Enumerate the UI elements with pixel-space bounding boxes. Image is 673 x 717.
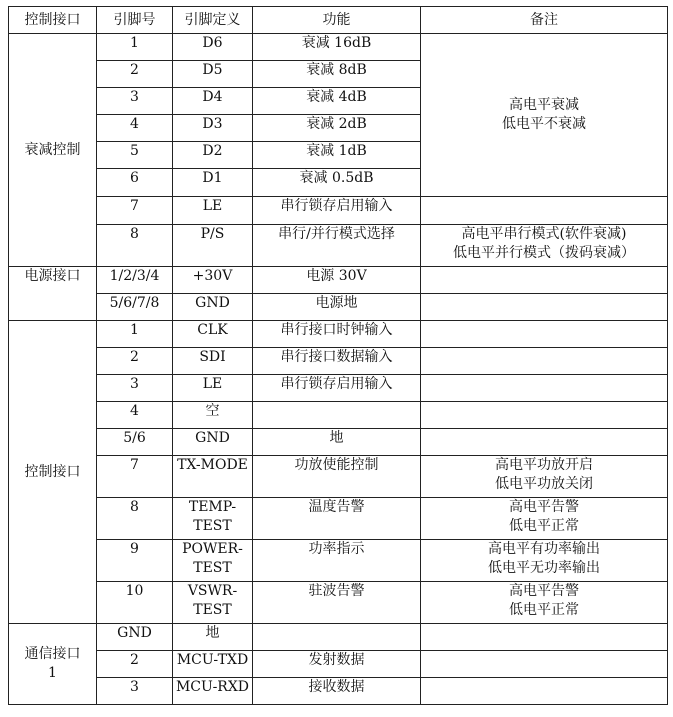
note-line: 低电平正常	[509, 602, 579, 618]
pin-number: 2	[97, 651, 173, 678]
group-comm	[9, 624, 97, 705]
pin-number: 3	[97, 88, 173, 115]
pin-definition	[173, 540, 253, 582]
pin-definition: P/S	[173, 225, 253, 267]
pin-definition: MCU-TXD	[173, 651, 253, 678]
table-row	[9, 402, 668, 429]
pin-definition	[173, 582, 253, 624]
def-line: TEST	[193, 560, 232, 576]
remark-empty	[421, 375, 668, 402]
pin-definition-table	[8, 6, 668, 705]
table-row	[9, 456, 668, 498]
pin-definition: D4	[173, 88, 253, 115]
pin-function	[253, 402, 421, 429]
table-row	[9, 582, 668, 624]
pin-definition: D2	[173, 142, 253, 169]
pin-number: 5/6	[97, 429, 173, 456]
note-line: 高电平功放开启	[495, 457, 593, 473]
pin-function: 串行锁存启用输入	[253, 375, 421, 402]
header-remarks: 备注	[421, 7, 668, 34]
pin-function: 发射数据	[253, 651, 421, 678]
header-function: 功能	[253, 7, 421, 34]
header-pin-definition: 引脚定义	[173, 7, 253, 34]
note-line: 低电平并行模式（拨码衰减）	[453, 245, 635, 261]
pin-function: 衰减 1dB	[253, 142, 421, 169]
pin-number: 9	[97, 540, 173, 582]
pin-function: 串行接口时钟输入	[253, 321, 421, 348]
pin-function: 串行锁存启用输入	[253, 197, 421, 225]
pin-number: 1/2/3/4	[97, 267, 173, 294]
note-line: 高电平告警	[509, 583, 579, 599]
note-line: 低电平无功率输出	[488, 560, 600, 576]
pin-function: 接收数据	[253, 678, 421, 705]
pin-number: 1	[97, 34, 173, 61]
remark-note	[421, 540, 668, 582]
note-line: 高电平串行模式(软件衰减)	[461, 226, 627, 242]
table-row	[9, 197, 668, 225]
table-row	[9, 294, 668, 321]
pin-definition: LE	[173, 197, 253, 225]
def-line: TEST	[193, 602, 232, 618]
pin-definition: MCU-RXD	[173, 678, 253, 705]
header-pin-number: 引脚号	[97, 7, 173, 34]
pin-definition: +30V	[173, 267, 253, 294]
table-row	[9, 348, 668, 375]
pin-definition	[173, 498, 253, 540]
pin-function: 电源地	[253, 294, 421, 321]
pin-function: 温度告警	[253, 498, 421, 540]
remark-empty	[421, 429, 668, 456]
pin-number: 10	[97, 582, 173, 624]
pin-number: GND	[97, 624, 173, 651]
pin-function: 串行接口数据输入	[253, 348, 421, 375]
pin-definition: GND	[173, 294, 253, 321]
pin-function: 衰减 4dB	[253, 88, 421, 115]
remark-empty	[421, 267, 668, 294]
pin-definition: D1	[173, 169, 253, 197]
pin-function: 驻波告警	[253, 582, 421, 624]
table-row	[9, 540, 668, 582]
def-line: TEST	[193, 518, 232, 534]
pin-definition: LE	[173, 375, 253, 402]
pin-definition: D5	[173, 61, 253, 88]
pin-definition: GND	[173, 429, 253, 456]
group-attenuation: 衰减控制	[9, 34, 97, 267]
pin-number: 1	[97, 321, 173, 348]
attenuation-note	[421, 34, 668, 197]
pin-number: 4	[97, 115, 173, 142]
pin-definition: TX-MODE	[173, 456, 253, 498]
note-line: 低电平正常	[509, 518, 579, 534]
remark-empty	[421, 624, 668, 651]
group-comm-line: 通信接口	[24, 646, 81, 662]
remark-note	[421, 456, 668, 498]
pin-function: 衰减 16dB	[253, 34, 421, 61]
pin-definition: 地	[173, 624, 253, 651]
pin-function: 地	[253, 429, 421, 456]
table-row	[9, 624, 668, 651]
remark-empty	[421, 402, 668, 429]
pin-function: 功率指示	[253, 540, 421, 582]
pin-number: 8	[97, 225, 173, 267]
note-line: 高电平告警	[509, 499, 579, 515]
pin-function: 串行/并行模式选择	[253, 225, 421, 267]
table-row	[9, 498, 668, 540]
pin-function: 衰减 0.5dB	[253, 169, 421, 197]
pin-definition: D6	[173, 34, 253, 61]
pin-number: 2	[97, 348, 173, 375]
def-line: TEMP-	[188, 499, 237, 515]
remark-note	[421, 498, 668, 540]
remark-empty	[421, 348, 668, 375]
remark-empty	[421, 678, 668, 705]
pin-function: 功放使能控制	[253, 456, 421, 498]
group-control: 控制接口	[9, 321, 97, 624]
def-line: POWER-	[182, 541, 243, 557]
pin-number: 7	[97, 197, 173, 225]
pin-number: 2	[97, 61, 173, 88]
remark-empty	[421, 294, 668, 321]
pin-number: 8	[97, 498, 173, 540]
table-row	[9, 267, 668, 294]
pin-function: 电源 30V	[253, 267, 421, 294]
def-line: VSWR-	[187, 583, 238, 599]
table-row	[9, 651, 668, 678]
pin-definition: 空	[173, 402, 253, 429]
table-row	[9, 375, 668, 402]
note-line: 高电平有功率输出	[488, 541, 600, 557]
table-row	[9, 321, 668, 348]
pin-number: 4	[97, 402, 173, 429]
table-row	[9, 678, 668, 705]
note-line: 低电平不衰减	[502, 116, 586, 132]
pin-number: 5/6/7/8	[97, 294, 173, 321]
table-row	[9, 225, 668, 267]
pin-definition: D3	[173, 115, 253, 142]
group-comm-line: 1	[48, 665, 57, 681]
note-line: 高电平衰减	[509, 97, 579, 113]
header-row	[9, 7, 668, 34]
table-row	[9, 429, 668, 456]
ps-mode-note	[421, 225, 668, 267]
remark-empty	[421, 321, 668, 348]
group-power: 电源接口	[9, 267, 97, 321]
pin-definition: SDI	[173, 348, 253, 375]
pin-definition: CLK	[173, 321, 253, 348]
pin-function: 衰减 8dB	[253, 61, 421, 88]
header-interface: 控制接口	[9, 7, 97, 34]
pin-number: 6	[97, 169, 173, 197]
note-line: 低电平功放关闭	[495, 476, 593, 492]
table-row	[9, 34, 668, 61]
remark-empty	[421, 651, 668, 678]
pin-number: 5	[97, 142, 173, 169]
pin-function	[253, 624, 421, 651]
pin-number: 3	[97, 678, 173, 705]
pin-function: 衰减 2dB	[253, 115, 421, 142]
pin-number: 7	[97, 456, 173, 498]
remark-empty	[421, 197, 668, 225]
pin-number: 3	[97, 375, 173, 402]
remark-note	[421, 582, 668, 624]
